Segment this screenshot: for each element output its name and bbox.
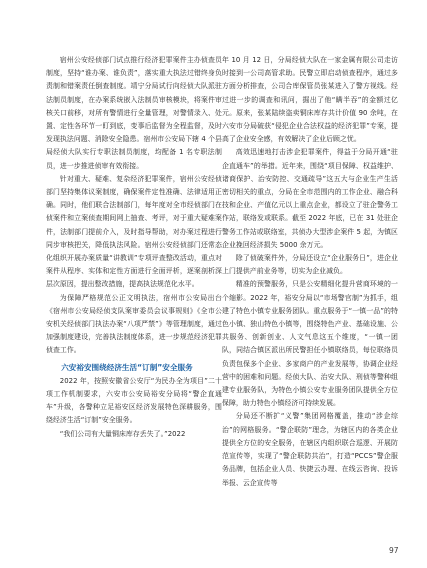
page-number: 97 xyxy=(389,546,399,555)
body-paragraph: “我们公司有大量铜床库存丢失了。”2022 xyxy=(59,429,186,438)
body-paragraph: 宿州公安经侦部门试点推行经济犯罪案件主办侦查员制度，坚持“谁办案、谁负责”，落实重大执法过错终身负责制和错案责任倒查制度。靖宁分局试行向经侦大队派驻法制员制度，在办案系统嵌入法制员审核模块，将案件审核关口前移，对所有警情进行全量管理，对警情录入、处置、定性各环节一盯到底，变事后监督为全程监督，及时发现执法问题、消除安全隐患。宿州市公安局下辖 4 个县局经侦大队实行专职法制员制度，均配备 1 名专职法制员，进一步推进侦审有效衔接。 xyxy=(46,56,222,170)
section-title: 六安裕安围绕经济生活“订制”安全服务 xyxy=(61,362,193,372)
body-paragraph: 精准的预警服务，只是公安精细化提升营商环境的一个缩影。2022 年，裕安分局以“市场警官制”为抓手，组建了特色小镇专业服务团队。重点服务于“一镇一品”的特色小镇、独山特色小镇等，围绕特色产业、基础设施、公共服务、创新创业、人文气息这五个维度，“一镇一团队，同结合镇区派出所民警担任小镇联络员，每位联络员负责包保多个企业、多家商户的产业发展等，协调企业经营中的困难和问题。经侦大队、治安大队、刑侦等警种组建专业服务队，为特色小镇公安专业服务团队提供全方位保障，助力特色小镇经济可持续发展。 xyxy=(222,280,398,408)
body-paragraph: 针对重大、疑难、复杂经济犯罪案件，宿州公安经侦部门坚持集体议案制度，确保案件定性准确、法律适用正确。同时，他们联合法制部门，每年度对全市经侦部门在侦案件和立案侦查期间网上抽查、考评，对于重大疑难案件，法制部门提前介入，及时指导帮助，对办案过程进行同步审核把关，降低执法风险。宿州公安经侦部门还常态化组织开展办案质量“讲教训”专项评查整改活动，重点对案件从程序、实体和定性方面进行全面评析，逐案剖析深层次原因，提出整改措施，提高执法规范化水平。 xyxy=(46,174,222,289)
body-paragraph: 除了侦破案件外，分局还设立“企业服务日”，进企业上门提供产前业务等，切实为企业减负。 xyxy=(222,254,398,276)
body-paragraph: 为保障严格规范公正文明执法，宿州市公安局出台《宿州市公安局经侦支队案审委员会议事规则》《全市公安机关经侦部门执法办案“八项严禁”》等管理制度，通过加强制度建设，完善执法制度体系，进一步规范经济犯罪侦查工作。 xyxy=(46,293,222,355)
right-column xyxy=(222,54,398,490)
body-paragraph: 高效迅速地打击涉企犯罪案件，得益于分局开通“驻企直通车”的举措。近年来，围绕“项目保障、权益维护、诸商保护、治安防控、交通疏导”这五大与企业生产生活密切相关的重点，分局在全市范围内的工作企业、融合科技和企业、产值亿元以上重点企业，都设立了驻企警务工作站，联络发或联系。截至 2022 年底，已在 31 处驻企警务工作站或联络室，共侦办大型涉企案件 5 起，为镇区企业挽回经济损失 5000 余万元。 xyxy=(222,148,398,249)
body-paragraph: 分局还不断扩“义警”集团网格覆盖，推动“涉企综治”的网格服务。“警企联防”理念，为辖区内的各类企业提供全方位的安全服务，在辖区内组织联合巡逻、开展防范宣传等，实现了“警企联防共治”，打造“PCCS”警企服务品牌，包括企业人员、快捷云办理、在线云咨询、投诉举报、云企宣传等 xyxy=(222,412,398,487)
left-column xyxy=(46,54,222,441)
body-paragraph-continued: 年 10 月 12 日，分局经侦大队在一家金属有限公司走访时接到一公司高管求助。民警立即启动侦查程序，通过多方面分析排查，公司合库保管员张某进入了警方视线。经过进一步的调查和讯问，掘出了他“瞒半吞”的金额过亿元。原来，张某陆续盗卖铜床库存共计价值 90 余吨，在六安市分局破获“侵犯企业合法权益的经济犯罪”专案，提高了企业安全感，有效解决了企业后顾之忧。 xyxy=(222,56,398,144)
body-paragraph: 2022 年，按照安徽省公安厅“为民办全为项目”二十项工作机制要求，六安市公安局裕安分局将“警企直通车”升级，各警种立足裕安区经济发展特色深耕服务，围绕经济生活“订制”安全服务。 xyxy=(46,376,222,425)
